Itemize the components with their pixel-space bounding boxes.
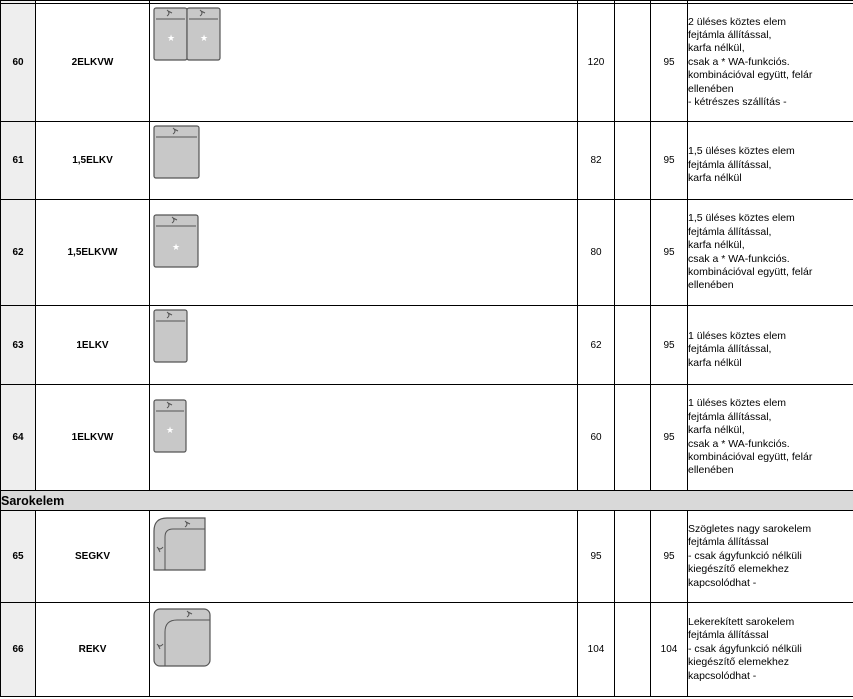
width-value: 120 [578, 4, 615, 122]
model-code: SEGKV [36, 511, 150, 603]
width-value: 82 [578, 122, 615, 200]
width-value: 60 [578, 385, 615, 491]
wa-star-icon: ★ [171, 243, 181, 253]
wa-star-icon: ★ [165, 426, 175, 436]
model-code: 2ELKVW [36, 4, 150, 122]
sofa-drawing-cell [150, 200, 578, 306]
sofa-module-icon [153, 608, 217, 672]
model-code: 1,5ELKVW [36, 200, 150, 306]
row-number: 63 [1, 306, 36, 385]
sofa-drawing-cell [150, 4, 578, 122]
width-value: 80 [578, 200, 615, 306]
description: 2 üléses köztes elem fejtámla állítással, karfa nélkül, csak a * WA-funkciós. kombinációval együtt, felár ellenében - kétrészes szállítás - [688, 4, 853, 122]
description: 1,5 üléses köztes elem fejtámla állítással, karfa nélkül [688, 122, 853, 200]
empty-cell [615, 200, 651, 306]
empty-cell [615, 511, 651, 603]
sofa-drawing-cell [150, 511, 578, 603]
wa-star-icon: ★ [199, 34, 209, 44]
wa-star-icon: ★ [166, 34, 176, 44]
sofa-drawing-cell [150, 385, 578, 491]
row-number: 62 [1, 200, 36, 306]
row-number: 60 [1, 4, 36, 122]
sofa-module-icon [153, 399, 193, 455]
height-value: 95 [651, 385, 688, 491]
table-row [1, 122, 853, 200]
sofa-drawing-cell [150, 306, 578, 385]
sofa-module-icon [153, 125, 203, 181]
sofa-module-icon [153, 309, 193, 365]
empty-cell [615, 122, 651, 200]
description: 1 üléses köztes elem fejtámla állítással, karfa nélkül [688, 306, 853, 385]
table-row [1, 4, 853, 122]
description: 1,5 üléses köztes elem fejtámla állítással, karfa nélkül, csak a * WA-funkciós. kombinációval együtt, felár ellenében [688, 200, 853, 306]
row-number: 64 [1, 385, 36, 491]
row-number: 65 [1, 511, 36, 603]
description: Lekerekített sarokelem fejtámla állítással - csak ágyfunkció nélküli kiegészítő elemekhez kapcsolódhat - [688, 603, 853, 697]
sofa-module-icon [153, 7, 223, 63]
sofa-module-icon [153, 517, 213, 577]
height-value: 95 [651, 122, 688, 200]
table-row [1, 603, 853, 697]
section-row [1, 491, 853, 511]
width-value: 95 [578, 511, 615, 603]
sofa-drawing-cell [150, 122, 578, 200]
empty-cell [615, 306, 651, 385]
model-code: 1ELKVW [36, 385, 150, 491]
table-row [1, 200, 853, 306]
width-value: 104 [578, 603, 615, 697]
empty-cell [615, 603, 651, 697]
height-value: 95 [651, 4, 688, 122]
model-code: 1,5ELKV [36, 122, 150, 200]
table-row [1, 306, 853, 385]
width-value: 62 [578, 306, 615, 385]
sofa-module-icon [153, 214, 203, 270]
height-value: 104 [651, 603, 688, 697]
table-row [1, 385, 853, 491]
empty-cell [615, 4, 651, 122]
description: Szögletes nagy sarokelem fejtámla állítással - csak ágyfunkció nélküli kiegészítő elemekhez kapcsolódhat - [688, 511, 853, 603]
height-value: 95 [651, 200, 688, 306]
table-row [1, 511, 853, 603]
empty-cell [615, 385, 651, 491]
row-number: 66 [1, 603, 36, 697]
height-value: 95 [651, 511, 688, 603]
row-number: 61 [1, 122, 36, 200]
height-value: 95 [651, 306, 688, 385]
section-title: Sarokelem [1, 491, 853, 511]
description: 1 üléses köztes elem fejtámla állítással, karfa nélkül, csak a * WA-funkciós. kombinációval együtt, felár ellenében [688, 385, 853, 491]
model-code: 1ELKV [36, 306, 150, 385]
sofa-drawing-cell [150, 603, 578, 697]
model-code: REKV [36, 603, 150, 697]
